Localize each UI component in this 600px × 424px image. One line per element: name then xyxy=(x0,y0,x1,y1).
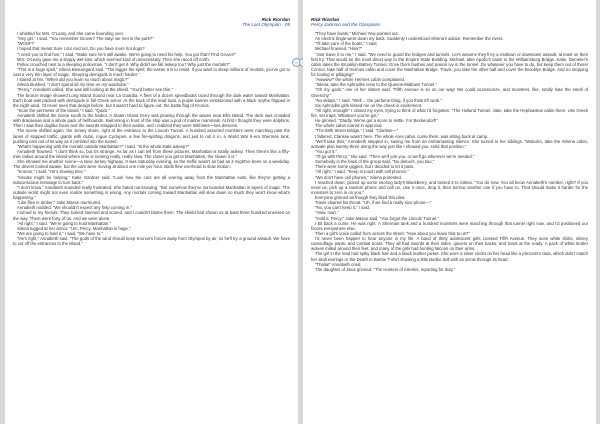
paragraph: Annabeth shifted the scene south to the harbor. A Staten Island Ferry was plowing through the waves near Ellis Island. The deck was crowded with dracaenae and a whole pack of hellhounds. Swimming in front of the ship was a pod of marine mammals. At first I thought they were dolphins. Then I saw their doglike faces and the swords strapped to their waists, and I realized they were telkhines—sea demons. xyxy=(13,113,290,129)
right-header-author: Rick Riordan xyxy=(311,17,340,22)
paragraph: "Hey girl," I said. "You remember Grover? The satyr we met in the park?" xyxy=(17,36,154,42)
paragraph: Silena blushed. "I don't spend all my time on my wardrobe." xyxy=(17,82,129,88)
paragraph: "WOOF!" xyxy=(17,41,35,47)
paragraph: I whistled for Mrs. O'Leary, and she came bounding over. xyxy=(17,31,125,36)
paragraph: I turned to my friends. They looked stunned and scared, and I couldn't blame them. The shield had shown us at least three hundred enemies on the way. There were forty of us. And we were alone. xyxy=(13,210,290,221)
paragraph: "Aww, man." xyxy=(315,210,339,216)
paragraph: The whole cabin roared in approval. xyxy=(315,123,383,129)
paragraph: I faltered. Clarisse wasn't here. The whole Ares cabin, curse them, was sitting back at camp. xyxy=(315,133,489,139)
paragraph: "Just leave it to me," I said. "We need to guard the bridges and tunnels. Let's assume they'll try a midtown or downtown assault, at least on their first try. That would be the most direct way to the Empire State Building. Michael, take Apollo's cabin to the Williamsburg Bridge. Katie, Demeter's cabin takes the Brooklyn-Battery Tunnel. Grow thorn bushes and poison ivy in the tunnel. Do whatever you have to do, but keep them out of there! Connor, take half of Hermes cabin and cover the Manhattan Bridge. Travis, you take the other half and cover the Brooklyn Bridge. And no stopping for looting or pillaging!" xyxy=(311,51,588,77)
paragraph: "The 59th Street Bridge," I said. "Clarisse—" xyxy=(315,128,399,134)
paragraph: There were some giggles, but I decided to let it pass. xyxy=(315,164,415,170)
paragraph: Six Aphrodite girls kissed me on the cheek in excitement. xyxy=(315,102,423,108)
paragraph: "Scan the perimeter of the island," I said. "Quick." xyxy=(17,107,110,113)
paragraph: The bronze image showed Long Island Sound near La Guardia. A fleet of a dozen speedboats raced through the dark water toward Manhattan. Each boat was packed with demigods in full Greek armor. At the back of the lead boat, a purple banner emblazoned with a black scythe flapped in the night wind. I'd never seen that design before, but it wasn't hard to figure out: the battle flag of Kronos. xyxy=(13,92,290,108)
paragraph: "Silena, take the Aphrodite crew to the Queens-Midtown Tunnel." xyxy=(315,82,437,88)
paragraph: "All right, enough!" I closed my eyes, trying to think of what I'd forgotten. "The Holland Tunnel. Jake, take the Hephaestus cabin there. Use Greek fire, set traps. Whatever you've got." xyxy=(311,107,588,118)
paragraph: "No delays," I said. "Well ... the perfume thing, if you think it'll work." xyxy=(315,97,442,103)
paragraph: Somebody in the back of the group said, "No detours, you two." xyxy=(315,159,435,165)
paragraph: She showed me another scene—a New Jersey highway. It was Saturday evening, so the traffic wasn't as bad as it might've been on a weekday. The drivers looked awake, but the cars were moving at about one mile per hour. Birds flew overhead in slow motion. xyxy=(13,159,290,170)
left-page-body xyxy=(13,31,290,420)
paragraph: "He's right," Annabeth said. "The gods of the wind should keep Kronos's forces away from Olympus by air, so he'll try a ground assault. We have to cut off the entrances to the island." xyxy=(13,236,290,247)
paragraph: "Hold it, Percy," Jake Mason said. "You forgot the Lincoln Tunnel." xyxy=(315,215,439,221)
paragraph: "Thalia!" Annabeth cried. xyxy=(315,261,362,267)
paragraph: "I need you to find him," I said. "Make sure he's still awake. We're going to need his help. You got that? Find Grover!" xyxy=(17,51,237,57)
paragraph: "You got it." xyxy=(315,148,337,154)
paragraph: "Awwww!" the whole Hermes cabin complained. xyxy=(315,77,406,83)
left-header-author: Rick Riordan xyxy=(261,17,290,22)
paragraph: "I'll take care of the boats," I said. xyxy=(315,41,378,47)
paragraph: I bit back a curse. He was right. A Sherman tank and a hundred monsters were marching through that tunnel right now, and I'd positioned our forces everywhere else. xyxy=(311,220,588,231)
paragraph: Silena tugged at her armor. "Um, Percy, Manhattan is huge." xyxy=(17,225,131,231)
paragraph: "I don't know." Annabeth sounded really frustrated. She hated not knowing. "But somehow they've surrounded Manhattan in layers of magic. The outside world might not even realize something is wrong. Any mortals coming toward Manhattan will slow down so much they won't know what's happening." xyxy=(13,184,290,200)
paragraph: "All right," I said. "We're going to hold Manhattan." xyxy=(17,220,111,226)
paragraph: Michael frowned. "How?" xyxy=(315,46,363,52)
paragraph: "They have boats," Michael Yew pointed out. xyxy=(315,31,399,36)
paragraph: "Kronos," I said. "He's slowing time." xyxy=(17,169,86,175)
paragraph: I reached down, picked up some snoring lady's BlackBerry, and tossed it to Silena. "You do now. You all know Annabeth's number, right? If you need us, pick up a random phone and call us. Use it once, drop it, then borrow another one if you have to. That should make it harder for the monsters to zero in on you." xyxy=(311,179,588,195)
left-page-header xyxy=(242,17,290,28)
right-page xyxy=(303,0,596,424)
paragraph: "I'll go with Percy," she said. "Then we'll join you, or we'll go wherever we're needed." xyxy=(315,154,475,159)
right-page-header xyxy=(311,17,380,28)
paragraph: The girl in the lead had spiky black hair and a black leather jacket. She wore a silver circlet on her head like a princess's tiara, which didn't match her skull earrings or the Death to Barbie T-shirt showing a little Barbie doll with an arrow through its head. xyxy=(311,251,588,262)
left-header-title: The Last Olympian - 05 xyxy=(242,22,290,28)
paragraph: Annabeth nodded. "We shouldn't expect any help coming in." xyxy=(17,205,132,211)
paragraph: "Percy," Annabeth called. She was still looking at the shield. "You'd better see this." xyxy=(17,87,173,93)
right-page-body xyxy=(311,31,588,420)
paragraph: "We'll take that," Annabeth stepped in, saving me from an embarrassing silence. She turned to her siblings. "Malcolm, take the Athena cabin, activate plan twenty-three along the way just like I showed you. Hold that position." xyxy=(311,138,588,149)
paragraph: "Oh my gods," one of her sisters said. "Fifth Avenue is so on our way! We could accessorize, and monsters, like, totally hate the smell of Givenchy." xyxy=(311,87,588,98)
paragraph: "What's happening with the mortals outside Manhattan?" I said. "Is the whole state asleep?" xyxy=(17,143,190,149)
left-page xyxy=(5,0,298,424)
paragraph: I stared at her. "When did you learn so much about magic?" xyxy=(17,77,129,83)
paragraph: Then a girl's voice called from across the street: "How about you leave that to us?" xyxy=(315,230,470,236)
paragraph: He grinned. "Gladly. We've got a score to settle. For Beckendorf!" xyxy=(315,118,438,124)
paragraph: Pollux crouched next to a sleeping policeman. "I don't get it. Why didn't we fall asleep too? Why just the mortals?" xyxy=(17,61,231,67)
paragraph: "Like flies in amber," Jake Mason murmured. xyxy=(17,200,102,206)
paragraph: The scene shifted again: the Jersey shore, right at the entrance to the Lincoln Tunnel. A hundred assorted monsters were marching past the lanes of stopped traffic: giants with clubs, rogue Cyclopes, a few fire-spitting dragons, and just to rub it in, a World War II-era Sherman tank, pushing cars out of its way as it rumbled into the tunnel. xyxy=(13,128,290,144)
paragraph: An electric tingle went down my back. Suddenly I understood Athena's advice: Remember the rivers. xyxy=(315,36,504,42)
paragraph: "Hecate might be helping," Katie Gardner said. "Look how the cars are all veering away from the Manhattan exits, like they're getting a subconscious message to turn back." xyxy=(13,174,290,185)
paragraph: The daughter of Zeus grinned. "The Hunters of Artemis, reporting for duty." xyxy=(315,266,456,272)
paragraph: Annabeth frowned. "I don't think so, but it's strange. As far as I can tell from these pictures, Manhattan is totally asleep. Then there's like a fifty-mile radius around the island where time is running really, really slow. The closer you get to Manhattan, the slower it is." xyxy=(13,148,290,159)
paragraph: Travis cleared his throat. "Uh, if we find a really nice phone—" xyxy=(315,200,432,206)
right-header-title: Percy Jackson and the Olympians xyxy=(311,22,381,28)
paragraph: "No, you can't keep it," I said. xyxy=(315,205,371,211)
paragraph: Everyone grinned as though they liked this idea. xyxy=(315,195,406,200)
paragraph: Mrs. O'Leary gave me a sloppy wet kiss, which seemed kind of unnecessary. Then she raced off north. xyxy=(17,56,210,62)
paragraph: "All right," I said. "Keep in touch with cell phones." xyxy=(315,169,409,175)
paragraph: "We are going to hold it," I said. "We have to." xyxy=(17,230,103,236)
bookmark-marker-icon[interactable]: ○ xyxy=(292,58,301,67)
paragraph: I hoped that meant Sure I do! And not, Do you have more hot dogs? xyxy=(17,46,145,52)
paragraph: I'd never been happier to hear anyone in my life. A band of thirty adolescent girls crossed Fifth Avenue. They wore white shirts, silvery camouflage pants, and combat boots. They all had swords at their sides, quivers on their backs, and bows at the ready. A pack of white timber wolves milled around their feet, and many of the girls had hunting falcons on their arms. xyxy=(311,236,588,252)
paragraph: "We don't have cell phones," Silena protested. xyxy=(315,174,402,180)
paragraph: "This is a huge spell," Silena Beauregard said. "The bigger the spell, the easier it is to resist. If you want to sleep millions of mortals, you've got to cast a very thin layer of magic. Sleeping demigods is much harder." xyxy=(13,66,290,77)
